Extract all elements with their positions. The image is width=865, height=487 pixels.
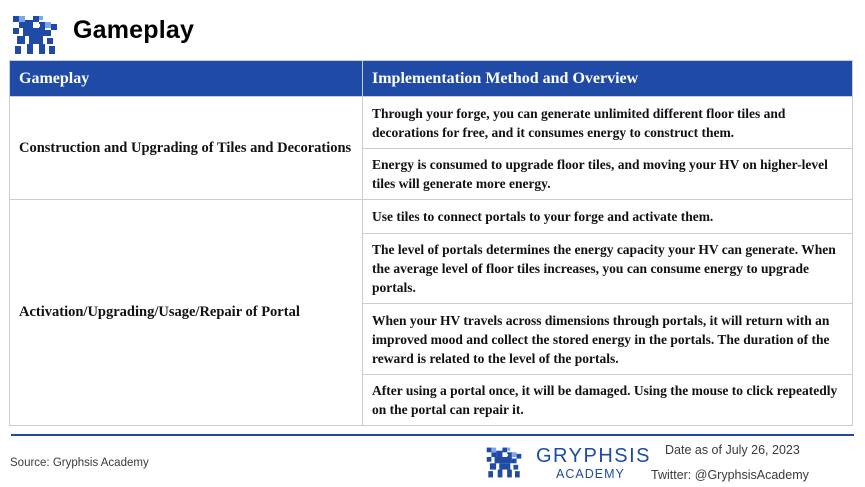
twitter-handle: Twitter: @GryphsisAcademy <box>651 468 809 482</box>
implementation-cell: After using a portal once, it will be damaged. Using the mouse to click repeatedly on the portal can repair it. <box>363 375 853 426</box>
column-header-implementation: Implementation Method and Overview <box>363 61 853 97</box>
gameplay-name-cell: Construction and Upgrading of Tiles and Decorations <box>10 97 363 200</box>
table-header-row <box>10 61 853 97</box>
table-row <box>10 200 853 234</box>
gameplay-name-cell: Activation/Upgrading/Usage/Repair of Portal <box>10 200 363 426</box>
footer-divider <box>11 434 854 436</box>
implementation-cell: When your HV travels across dimensions through portals, it will return with an improved mood and collect the stored energy in the portals. The duration of the reward is related to the level of the portals. <box>363 304 853 375</box>
source-note: Source: Gryphsis Academy <box>10 457 149 469</box>
gameplay-table <box>9 60 853 426</box>
implementation-cell: Energy is consumed to upgrade floor tiles, and moving your HV on higher-level tiles will generate more energy. <box>363 149 853 200</box>
gryphsis-brand-logo-icon <box>486 446 522 479</box>
brand-subtitle: ACADEMY <box>556 467 625 481</box>
gameplay-table-container <box>9 60 852 426</box>
gryphon-logo-icon <box>13 14 57 56</box>
date-note: Date as of July 26, 2023 <box>665 443 800 457</box>
implementation-cell: Through your forge, you can generate unlimited different floor tiles and decorations for free, and it consumes energy to construct them. <box>363 97 853 149</box>
page-title: Gameplay <box>73 16 195 44</box>
table-row <box>10 97 853 149</box>
brand-name: GRYPHSIS <box>536 445 651 467</box>
implementation-cell: The level of portals determines the energy capacity your HV can generate. When the average level of floor tiles increases, you can consume energy to upgrade portals. <box>363 234 853 304</box>
column-header-gameplay: Gameplay <box>10 61 363 97</box>
implementation-cell: Use tiles to connect portals to your forge and activate them. <box>363 200 853 234</box>
